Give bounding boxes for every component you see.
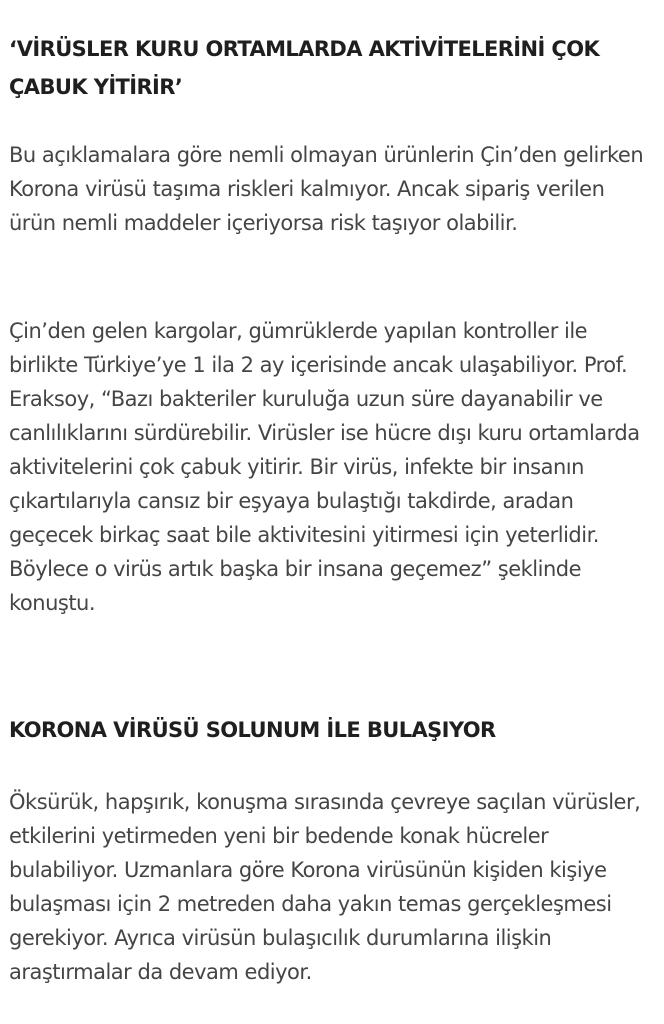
paragraph-humidity-risk: Bu açıklamalara göre nemli olmayan ürünlerin Çin’den gelirken Korona virüsü taşıma riskleri kalmıyor. Ancak sipariş verilen ürün nemli maddeler içeriyorsa risk taşıyor olabilir. bbox=[9, 143, 644, 235]
section-heading-dry-environments: ‘VİRÜSLER KURU ORTAMLARDA AKTİVİTELERİNİ ÇOK ÇABUK YİTİRİR’ bbox=[9, 37, 600, 99]
section-heading-respiratory-transmission: KORONA VİRÜSÜ SOLUNUM İLE BULAŞIYOR bbox=[9, 718, 496, 742]
paragraph-transmission-details: Öksürük, hapşırık, konuşma sırasında çevreye saçılan vürüsler, etkilerini yetirmeden yeni bir bedende konak hücreler bulabiliyor. Uzmanlara göre Korona virüsünün kişiden kişiye bulaşması için 2 metreden daha yakın temas gerçekleşmesi gerekiyor. Ayrıca virüsün bulaşıcılık durumlarına ilişkin araştırmalar da devam ediyor. bbox=[9, 790, 641, 984]
paragraph-cargo-quote: Çin’den gelen kargolar, gümrüklerde yapılan kontroller ile birlikte Türkiye’ye 1 ila 2 ay içerisinde ancak ulaşabiliyor. Prof. Eraksoy, “Bazı bakteriler kuruluğa uzun süre dayanabilir ve canlılıklarını sürdürebilir. Virüsler ise hücre dışı kuru ortamlarda aktivitelerini çok çabuk yitirir. Bir virüs, infekte bir insanın çıkartılarıyla cansız bir eşyaya bulaştığı takdirde, aradan geçecek birkaç saat bile aktivitesini yitirmesi için yeterlidir. Böylece o virüs artık başka bir insana geçemez” şeklinde konuştu. bbox=[9, 319, 640, 615]
